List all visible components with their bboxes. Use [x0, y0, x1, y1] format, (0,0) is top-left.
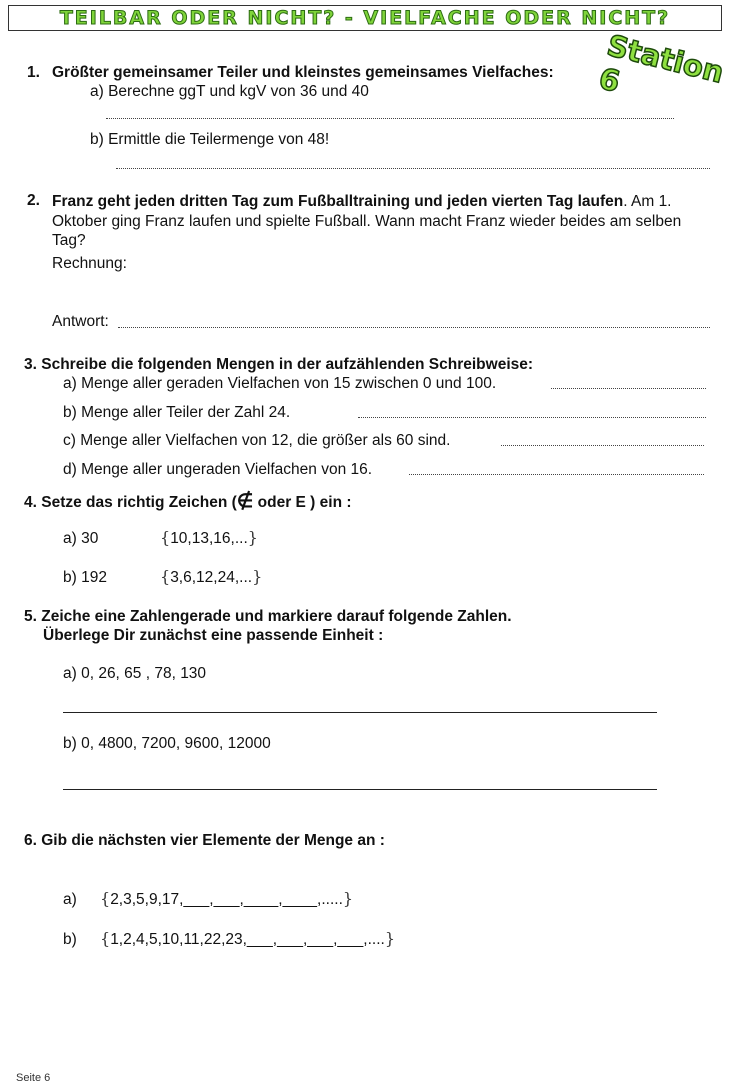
q4-a-label: a) 30 — [63, 530, 99, 547]
q2-text — [52, 192, 712, 251]
q6-a-label: a) — [63, 891, 77, 908]
q6-b-label: b) — [63, 931, 77, 948]
q5-b: b) 0, 4800, 7200, 9600, 12000 — [63, 735, 271, 752]
q4-title-mid: oder E ) ein : — [253, 494, 352, 511]
q3-c: c) Menge aller Vielfachen von 12, die größer als 60 sind. — [63, 432, 451, 449]
q3-b: b) Menge aller Teiler der Zahl 24. — [63, 404, 291, 421]
q6-a-set-values: 2,3,5,9,17,___,___,____,____,..... — [110, 891, 343, 908]
q6-b-set[interactable] — [100, 929, 395, 949]
brace-open-icon: { — [160, 567, 171, 586]
q2-answer-line[interactable] — [118, 327, 710, 328]
q5-b-number-line[interactable] — [63, 789, 657, 790]
q3-d: d) Menge aller ungeraden Vielfachen von 16. — [63, 461, 373, 478]
q4-a-set — [160, 528, 258, 548]
q2-number: 2. — [27, 192, 40, 209]
q4-a-set-values: 10,13,16,... — [170, 530, 248, 547]
q5-title-2: Überlege Dir zunächst eine passende Einheit : — [43, 627, 384, 644]
q1-b-answer-line[interactable] — [116, 168, 710, 169]
q1-b: b) Ermittle die Teilermenge von 48! — [90, 131, 330, 148]
brace-open-icon: { — [100, 929, 111, 948]
q5-title-1: 5. Zeiche eine Zahlengerade und markiere darauf folgende Zahlen. — [24, 608, 512, 625]
q2-calc-label: Rechnung: — [52, 255, 127, 272]
q5-a: a) 0, 26, 65 , 78, 130 — [63, 665, 207, 682]
worksheet-title: TEILBAR ODER NICHT? - VIELFACHE ODER NICHT? — [59, 7, 671, 29]
q4-title-pre: 4. Setze das richtig Zeichen ( — [24, 494, 237, 511]
brace-close-icon: } — [247, 528, 258, 547]
brace-open-icon: { — [160, 528, 171, 547]
q3-title: 3. Schreibe die folgenden Mengen in der aufzählenden Schreibweise: — [24, 356, 534, 373]
q2-answer-label: Antwort: — [52, 313, 109, 330]
q1-title: Größter gemeinsamer Teiler und kleinstes gemeinsames Vielfaches: — [52, 64, 554, 81]
q6-title: 6. Gib die nächsten vier Elemente der Menge an : — [24, 832, 385, 849]
q2-bold-text: Franz geht jeden dritten Tag zum Fußballtraining und jeden vierten Tag laufen — [52, 193, 624, 210]
q3-c-answer-line[interactable] — [501, 445, 704, 446]
station-label: Station 6 — [595, 28, 728, 99]
q4-b-set — [160, 567, 262, 587]
q3-a: a) Menge aller geraden Vielfachen von 15 zwischen 0 und 100. — [63, 375, 497, 392]
brace-close-icon: } — [384, 929, 396, 948]
brace-close-icon: } — [252, 567, 263, 586]
not-element-symbol: ∉ — [236, 491, 254, 512]
q4-b-label: b) 192 — [63, 569, 107, 586]
q4-title — [24, 490, 352, 513]
q6-b-set-values: 1,2,4,5,10,11,22,23,___,___,___,___,.... — [110, 931, 385, 948]
brace-close-icon: } — [342, 889, 354, 908]
q2-rest-text: . Am 1. Oktober ging Franz laufen und spielte Fußball. Wann macht Franz wieder beides am selben Tag? — [52, 193, 682, 249]
q5-a-number-line[interactable] — [63, 712, 657, 713]
q4-b-set-values: 3,6,12,24,... — [170, 569, 253, 586]
q3-d-answer-line[interactable] — [409, 474, 704, 475]
q1-number: 1. — [27, 64, 40, 81]
brace-open-icon: { — [100, 889, 111, 908]
q1-a-answer-line[interactable] — [106, 118, 674, 119]
title-banner — [8, 5, 722, 31]
q6-a-set[interactable] — [100, 889, 353, 909]
q3-b-answer-line[interactable] — [358, 417, 706, 418]
q3-a-answer-line[interactable] — [551, 388, 706, 389]
q1-a: a) Berechne ggT und kgV von 36 und 40 — [90, 83, 369, 100]
page-number: Seite 6 — [16, 1072, 51, 1084]
